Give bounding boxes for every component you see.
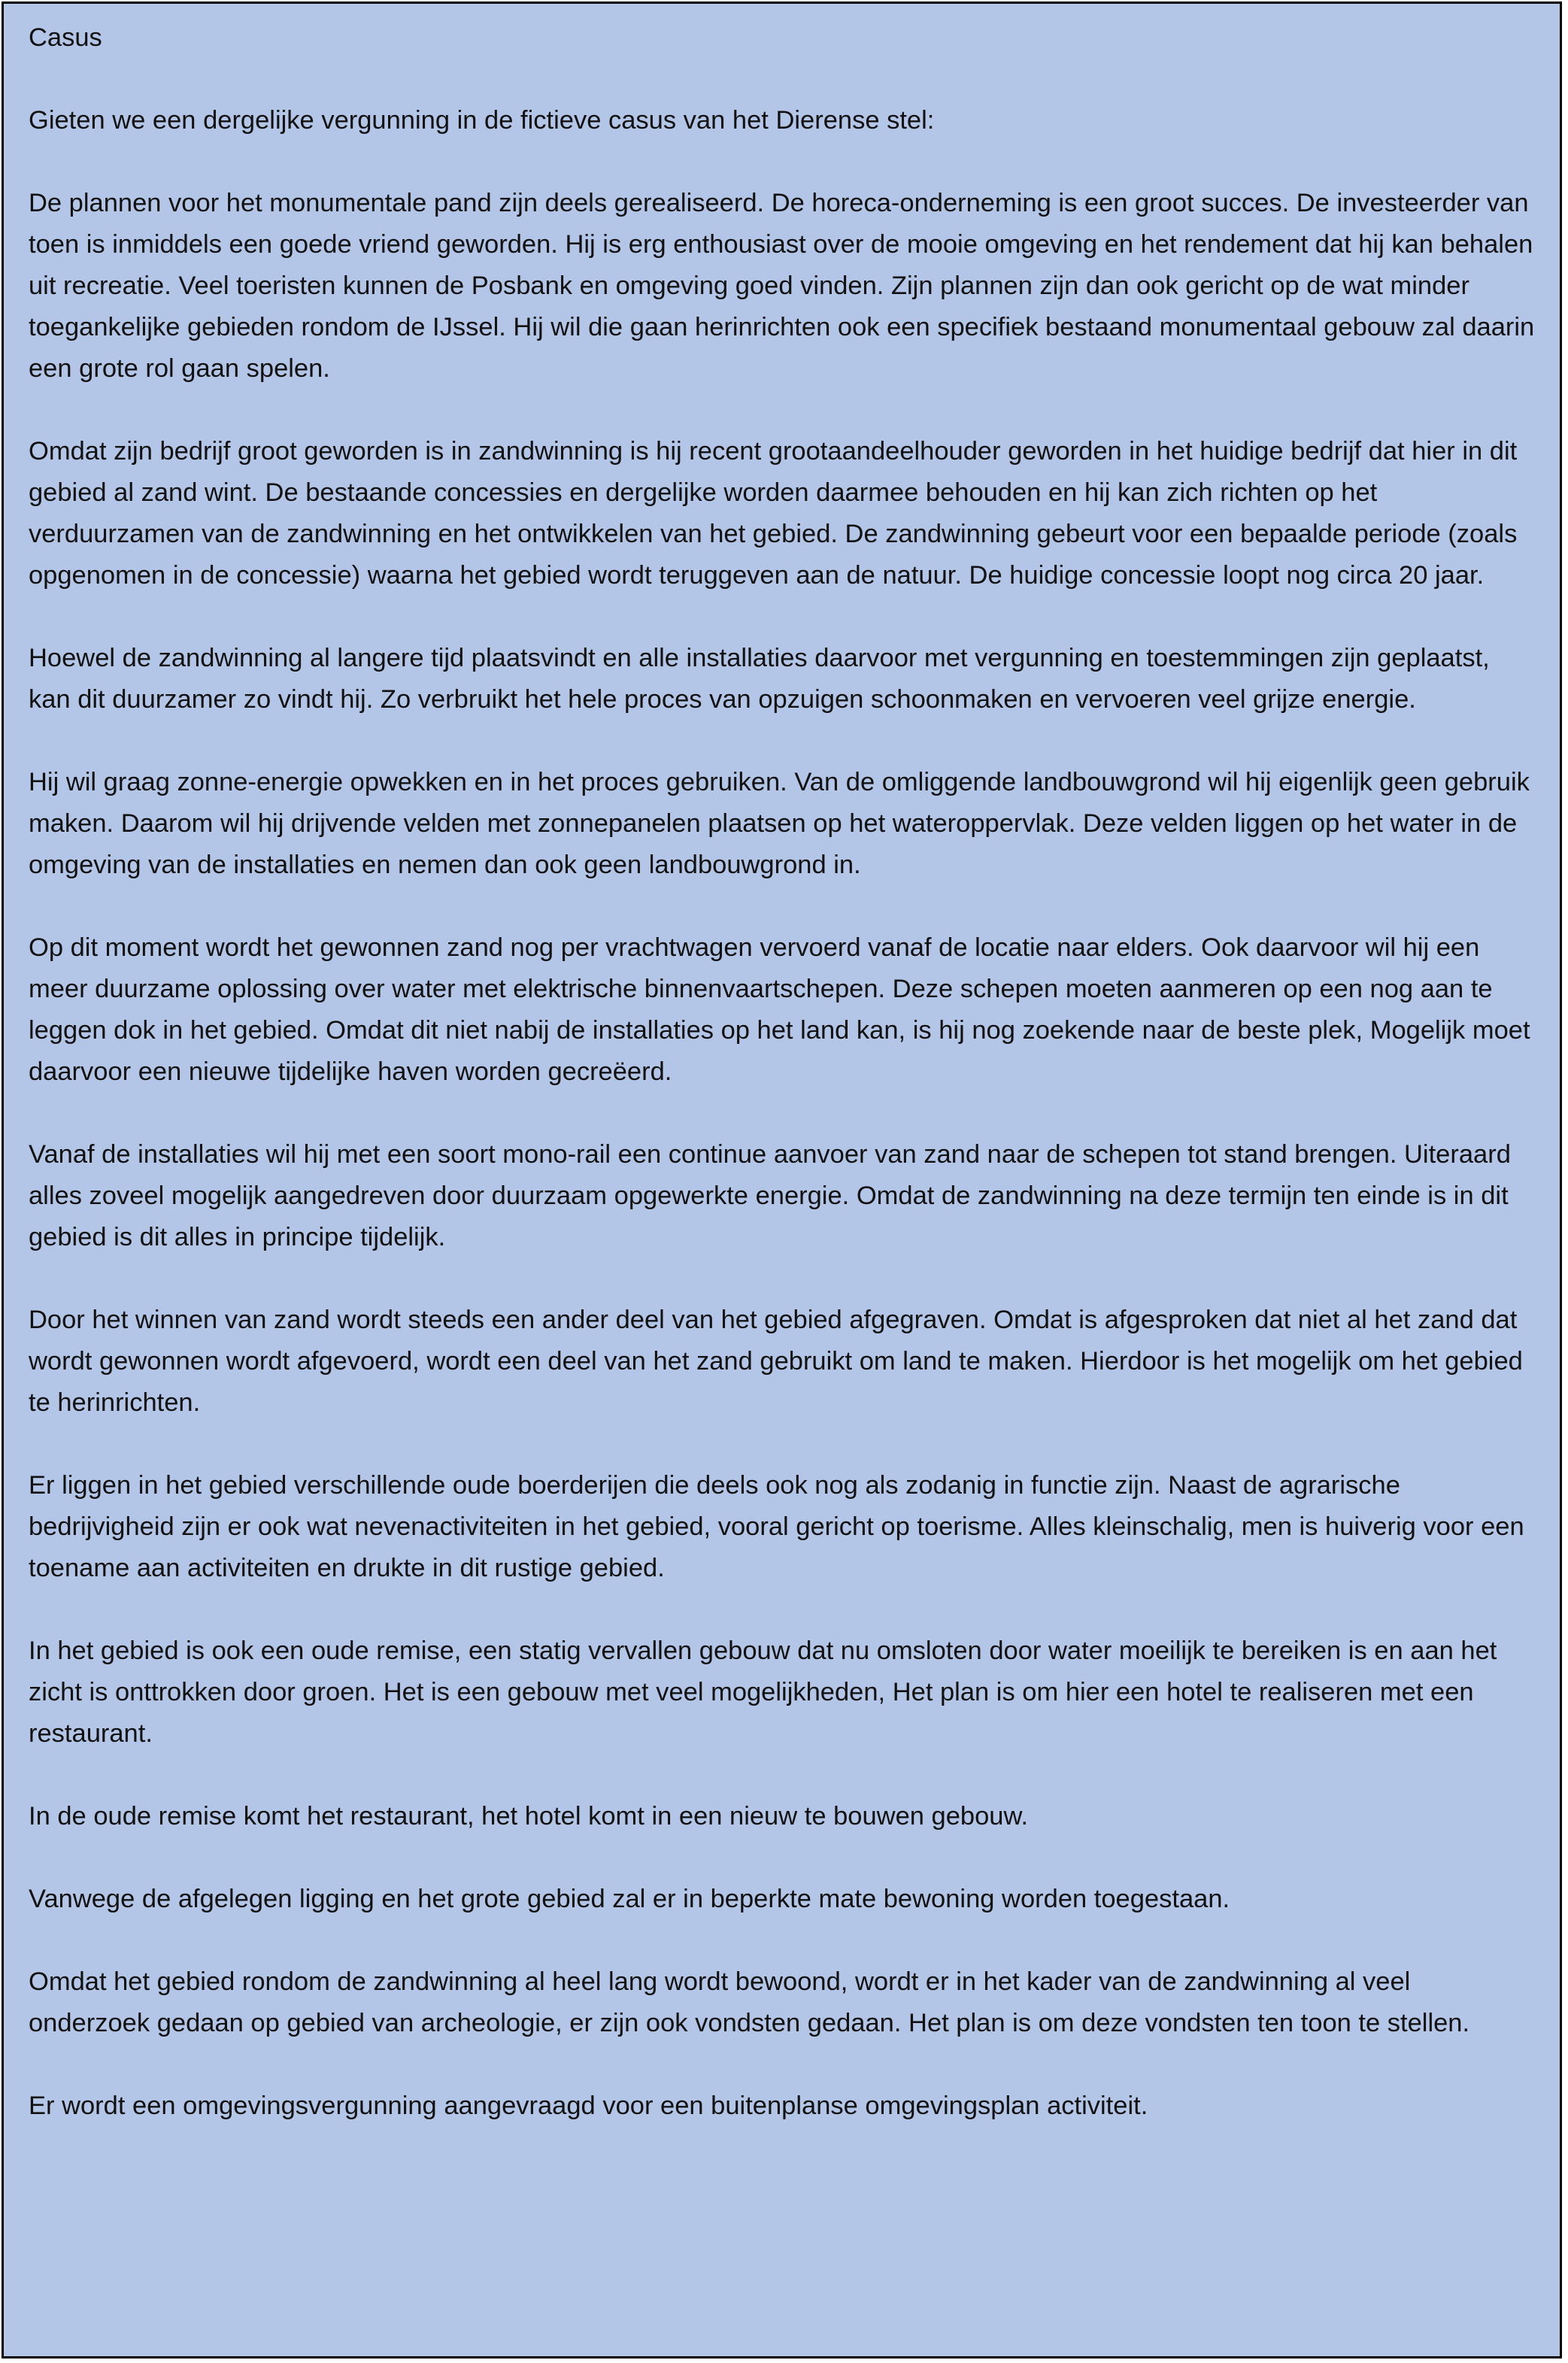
paragraph-land-creation: Door het winnen van zand wordt steeds een ander deel van het gebied afgegraven. Omdat is afgesproken dat niet al het zand dat wordt gewonnen wordt afgevoerd, wordt een deel van het zand gebruikt om land te maken. Hierdoor is het mogelijk om het gebied te herinrichten. xyxy=(29,1306,1523,1417)
paragraph-restaurant-hotel: In de oude remise komt het restaurant, het hotel komt in een nieuw te bouwen gebouw. xyxy=(29,1802,1029,1831)
paragraph-farms: Er liggen in het gebied verschillende oude boerderijen die deels ook nog als zodanig in functie zijn. Naast de agrarische bedrijvigheid zijn er ook wat nevenactiviteiten in het gebied, vooral gericht op toerisme. Alles kleinschalig, men is huiverig voor een toename aan activiteiten en drukte in dit rustige gebied. xyxy=(29,1471,1524,1582)
paragraph-solar-energy: Hij wil graag zonne-energie opwekken en in het proces gebruiken. Van de omliggende landbouwgrond wil hij eigenlijk geen gebruik maken. Daarom wil hij drijvende velden met zonnepanelen plaatsen op het wateroppervlak. Deze velden liggen op het water in de omgeving van de installaties en nemen dan ook geen landbouwgrond in. xyxy=(29,768,1530,879)
paragraph-sand-extraction: Omdat zijn bedrijf groot geworden is in zandwinning is hij recent grootaandeelhouder geworden in het huidige bedrijf dat hier in dit gebied al zand wint. De bestaande concessies en dergelijke worden daarmee behouden en hij kan zich richten op het verduurzamen van de zandwinning en het ontwikkelen van het gebied. De zandwinning gebeurt voor een bepaalde periode (zoals opgenomen in de concessie) waarna het gebied wordt teruggeven aan de natuur. De huidige concessie loopt nog circa 20 jaar. xyxy=(29,437,1518,590)
paragraph-housing: Vanwege de afgelegen ligging en het grote gebied zal er in beperkte mate bewoning worden toegestaan. xyxy=(29,1885,1230,1913)
paragraph-transport: Op dit moment wordt het gewonnen zand nog per vrachtwagen vervoerd vanaf de locatie naar elders. Ook daarvoor wil hij een meer duurzame oplossing over water met elektrische binnenvaartschepen. Deze schepen moeten aanmeren op een nog aan te leggen dok in het gebied. Omdat dit niet nabij de installaties op het land kan, is hij nog zoekende naar de beste plek, Mogelijk moet daarvoor een nieuwe tijdelijke haven worden gecreëerd. xyxy=(29,933,1530,1086)
document-box xyxy=(2,2,1562,2358)
paragraph-plans: De plannen voor het monumentale pand zijn deels gerealiseerd. De horeca-onderneming is een groot succes. De investeerder van toen is inmiddels een goede vriend geworden. Hij is erg enthousiast over de mooie omgeving en het rendement dat hij kan behalen uit recreatie. Veel toeristen kunnen de Posbank en omgeving goed vinden. Zijn plannen zijn dan ook gericht op de wat minder toegankelijke gebieden rondom de IJssel. Hij wil die gaan herinrichten ook een specifiek bestaand monumentaal gebouw zal daarin een grote rol gaan spelen. xyxy=(29,189,1535,383)
paragraph-mono-rail: Vanaf de installaties wil hij met een soort mono-rail een continue aanvoer van zand naar de schepen tot stand brengen. Uiteraard alles zoveel mogelijk aangedreven door duurzaam opgewerkte energie. Omdat de zandwinning na deze termijn ten einde is in dit gebied is dit alles in principe tijdelijk. xyxy=(29,1140,1511,1251)
document-title: Casus xyxy=(29,23,102,52)
paragraph-permit: Er wordt een omgevingsvergunning aangevraagd voor een buitenplanse omgevingsplan activiteit. xyxy=(29,2092,1148,2120)
paragraph-sustainability: Hoewel de zandwinning al langere tijd plaatsvindt en alle installaties daarvoor met vergunning en toestemmingen zijn geplaatst, kan dit duurzamer zo vindt hij. Zo verbruikt het hele proces van opzuigen schoonmaken en vervoeren veel grijze energie. xyxy=(29,644,1490,714)
paragraph-intro: Gieten we een dergelijke vergunning in de fictieve casus van het Dierense stel: xyxy=(29,106,935,135)
paragraph-archaeology: Omdat het gebied rondom de zandwinning al heel lang wordt bewoond, wordt er in het kader van de zandwinning al veel onderzoek gedaan op gebied van archeologie, er zijn ook vondsten gedaan. Het plan is om deze vondsten ten toon te stellen. xyxy=(29,1967,1470,2037)
paragraph-remise: In het gebied is ook een oude remise, een statig vervallen gebouw dat nu omsloten door water moeilijk te bereiken is en aan het zicht is onttrokken door groen. Het is een gebouw met veel mogelijkheden, Het plan is om hier een hotel te realiseren met een restaurant. xyxy=(29,1637,1497,1748)
